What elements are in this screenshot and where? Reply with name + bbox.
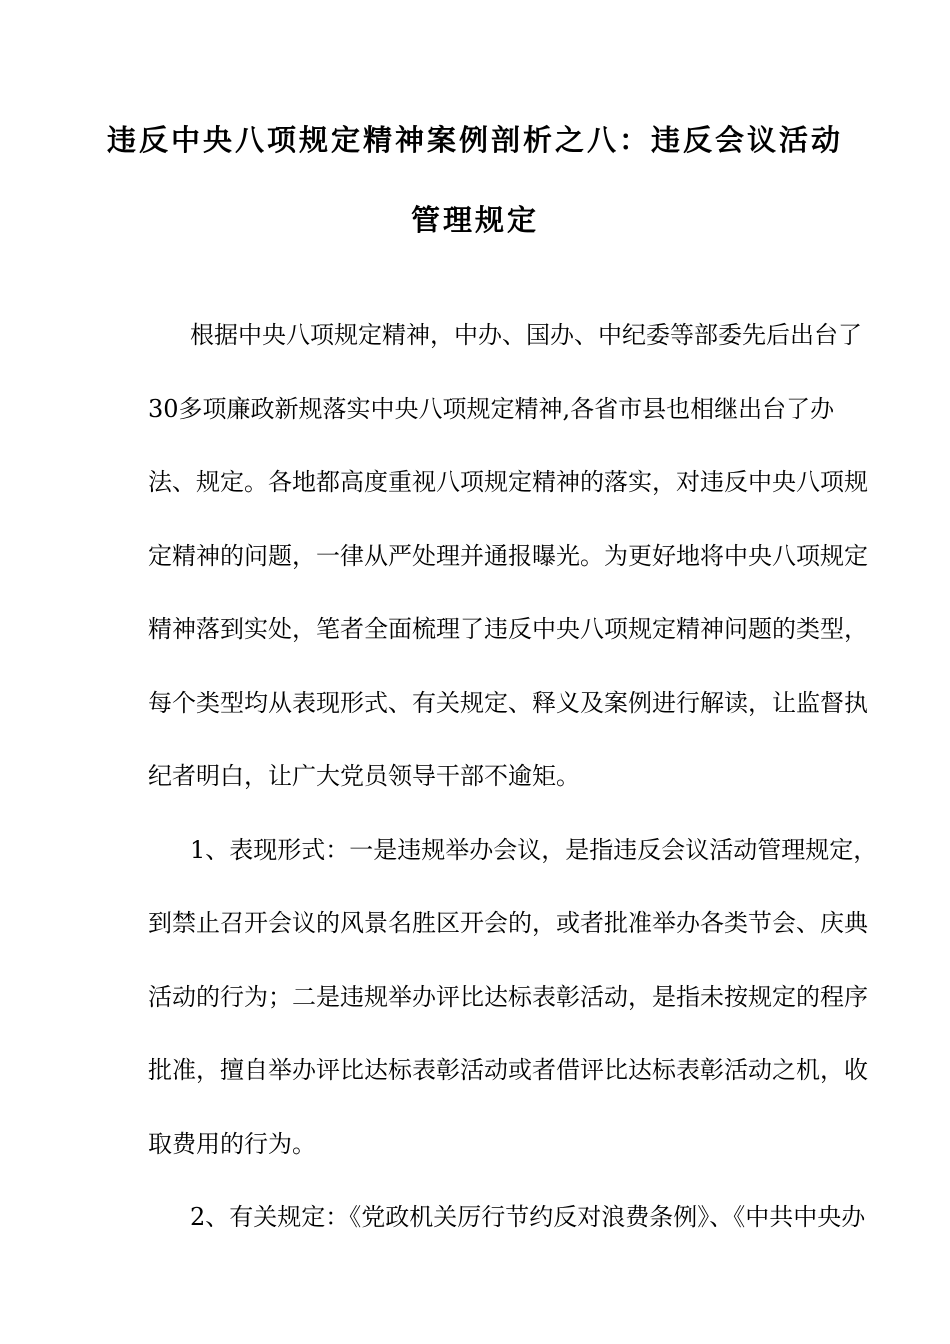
document-title-line-1: 违反中央八项规定精神案例剖析之八：违反会议活动 [106,123,843,157]
paragraph-regulations [148,1198,866,1272]
paragraph-forms [148,831,878,1199]
text-line: 每个类型均从表现形式、有关规定、释义及案例进行解读，让监督执 [148,688,868,717]
paragraph-intro [148,316,868,831]
text-line: 到禁止召开会议的风景名胜区开会的，或者批准举办各类节会、庆典 [148,909,868,937]
text-line: 根据中央八项规定精神，中办、国办、中纪委等部委先后出台了 [190,321,862,349]
text-line: 纪者明白，让广大党员领导干部不逾矩。 [148,762,580,790]
text-line: 批准，擅自举办评比达标表彰活动或者借评比达标表彰活动之机，收 [148,1056,868,1084]
text-line: 法、规定。各地都高度重视八项规定精神的落实，对违反中央八项规 [148,468,868,496]
document-body [148,316,878,1272]
text-line: 定精神的问题，一律从严处理并通报曝光。为更好地将中央八项规定 [148,541,868,570]
text-line: 精神落到实处，笔者全面梳理了违反中央八项规定精神问题的类型， [148,615,868,643]
text-line: 2、有关规定：《党政机关厉行节约反对浪费条例》、《中共中央办 [190,1203,866,1231]
text-line: 30多项廉政新规落实中央八项规定精神,各省市县也相继出台了办 [148,394,835,423]
text-line: 活动的行为；二是违规举办评比达标表彰活动，是指未按规定的程序 [148,982,868,1011]
text-line: 取费用的行为。 [148,1129,316,1158]
text-line: 1、表现形式：一是违规举办会议，是指违反会议活动管理规定， [190,835,878,864]
document-title-line-2: 管理规定 [410,203,539,237]
